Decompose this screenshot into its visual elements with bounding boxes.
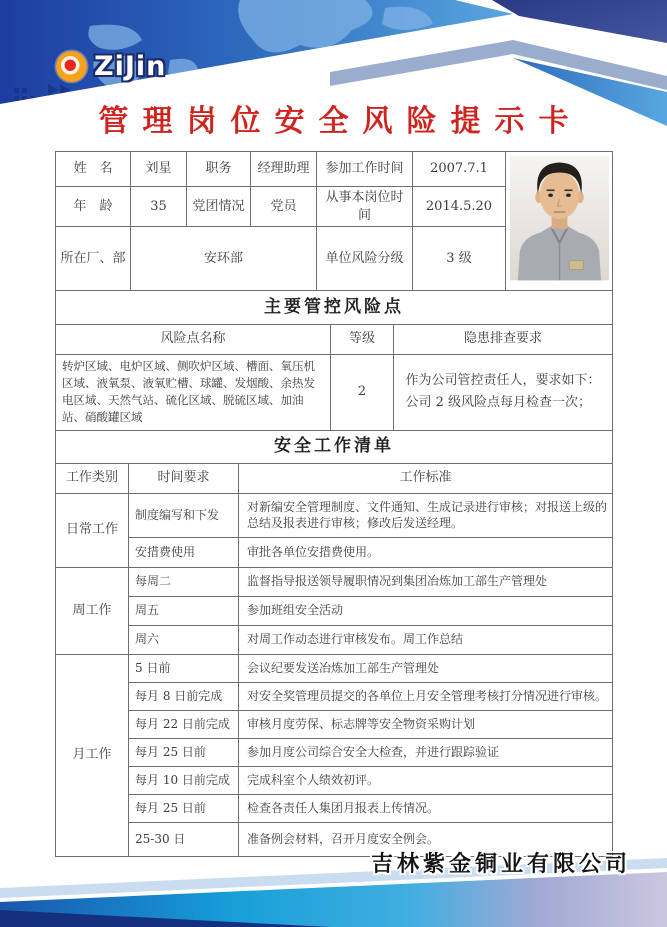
standard-cell: 对安全奖管理员提交的各单位上月安全管理考核打分情况进行审核。: [239, 682, 613, 710]
standard-cell: 对周工作动态进行审核发布。周工作总结: [239, 625, 613, 654]
duty-label: 职务: [187, 152, 251, 187]
party-value: 党员: [251, 186, 317, 227]
table-row: [56, 493, 613, 537]
time-cell: 每周二: [129, 567, 239, 596]
table-row: [56, 794, 613, 822]
duty-value: 经理助理: [251, 152, 317, 187]
footer: [0, 852, 667, 927]
table-row: [56, 766, 613, 794]
employee-photo: [510, 155, 609, 281]
standard-cell: 审批各单位安措费使用。: [239, 537, 613, 567]
risk-col-level: 等级: [331, 324, 394, 354]
standard-cell: 对新编安全管理制度、文件通知、生成记录进行审核；对报送上级的总结及报表进行审核；修改后发送经理。: [239, 493, 613, 537]
risk-col-name: 风险点名称: [56, 324, 331, 354]
time-cell: 每月 10 日前完成: [129, 766, 239, 794]
standard-cell: 检查各责任人集团月报表上传情况。: [239, 794, 613, 822]
time-cell: 每月 8 日前完成: [129, 682, 239, 710]
name-value: 刘星: [131, 152, 187, 187]
standard-cell: 参加月度公司综合安全大检查，并进行跟踪验证: [239, 738, 613, 766]
risk-grade-label: 单位风险分级: [317, 227, 413, 290]
table-row: [56, 625, 613, 654]
time-cell: 5 日前: [129, 654, 239, 682]
table-row: [56, 738, 613, 766]
category-weekly: 周工作: [56, 567, 129, 654]
name-label: 姓 名: [56, 152, 131, 187]
standard-cell: 审核月度劳保、标志牌等安全物资采购计划: [239, 710, 613, 738]
table-row: [56, 596, 613, 625]
post-time-label: 从事本岗位时间: [317, 186, 413, 227]
worklist-section-title: 安全工作清单: [56, 430, 613, 463]
time-cell: 每月 25 日前: [129, 738, 239, 766]
category-daily: 日常工作: [56, 493, 129, 567]
join-time-label: 参加工作时间: [317, 152, 413, 187]
standard-cell: 准备例会材料，召开月度安全例会。: [239, 822, 613, 856]
category-monthly: 月工作: [56, 654, 129, 856]
post-time-value: 2014.5.20: [413, 186, 506, 227]
risk-point-names: 转炉区域、电炉区域、侧吹炉区域、槽面、氧压机区域、液氧泵、液氧贮槽、球罐、发烟酸、余热发电区域、天然气站、硫化区域、脱硫区域、加油站、硝酸罐区域: [56, 354, 331, 430]
risk-section-title: 主要管控风险点: [56, 290, 613, 324]
header-navy-corner-shape: [492, 0, 667, 43]
zijin-logo: [56, 51, 166, 82]
time-cell: 安措费使用: [129, 537, 239, 567]
time-cell: 周五: [129, 596, 239, 625]
standard-cell: 参加班组安全活动: [239, 596, 613, 625]
risk-points-table: [55, 290, 613, 431]
risk-grade-value: 3 级: [413, 227, 506, 290]
table-row: [56, 682, 613, 710]
risk-requirement-line2: 公司 2 级风险点每月检查一次；: [405, 395, 592, 411]
age-value: 35: [131, 186, 187, 227]
table-row: [56, 567, 613, 596]
join-time-value: 2007.7.1: [413, 152, 506, 187]
time-cell: 周六: [129, 625, 239, 654]
dept-label: 所在厂、部: [56, 227, 131, 290]
risk-requirement-line1: 作为公司管控责任人，要求如下：: [405, 372, 601, 388]
worklist-col-time: 时间要求: [129, 463, 239, 493]
worklist-col-category: 工作类别: [56, 463, 129, 493]
card-body: [55, 151, 612, 857]
time-cell: 25-30 日: [129, 822, 239, 856]
table-row: [56, 710, 613, 738]
worklist-table: [55, 430, 613, 857]
zijin-ring-icon: [56, 51, 87, 82]
time-cell: 制度编写和下发: [129, 493, 239, 537]
time-cell: 每月 22 日前完成: [129, 710, 239, 738]
zijin-logo-text: ZiJin: [94, 51, 167, 82]
time-cell: 每月 25 日前: [129, 794, 239, 822]
table-row: [56, 654, 613, 682]
standard-cell: 监督指导报送领导履职情况到集团冶炼加工部生产管理处: [239, 567, 613, 596]
dept-value: 安环部: [131, 227, 317, 290]
risk-col-requirement: 隐患排查要求: [394, 324, 613, 354]
worklist-col-standard: 工作标准: [239, 463, 613, 493]
party-label: 党团情况: [187, 186, 251, 227]
standard-cell: 会议纪要发送冶炼加工部生产管理处: [239, 654, 613, 682]
age-label: 年 龄: [56, 186, 131, 227]
employee-photo-cell: [506, 152, 613, 291]
profile-table: [55, 151, 613, 291]
page-title: 管理岗位安全风险提示卡: [98, 104, 583, 139]
company-name: 吉林紫金铜业有限公司: [370, 852, 631, 877]
table-row: [56, 537, 613, 567]
standard-cell: 完成科室个人绩效初评。: [239, 766, 613, 794]
risk-level-value: 2: [331, 354, 394, 430]
risk-requirement: [394, 354, 613, 430]
